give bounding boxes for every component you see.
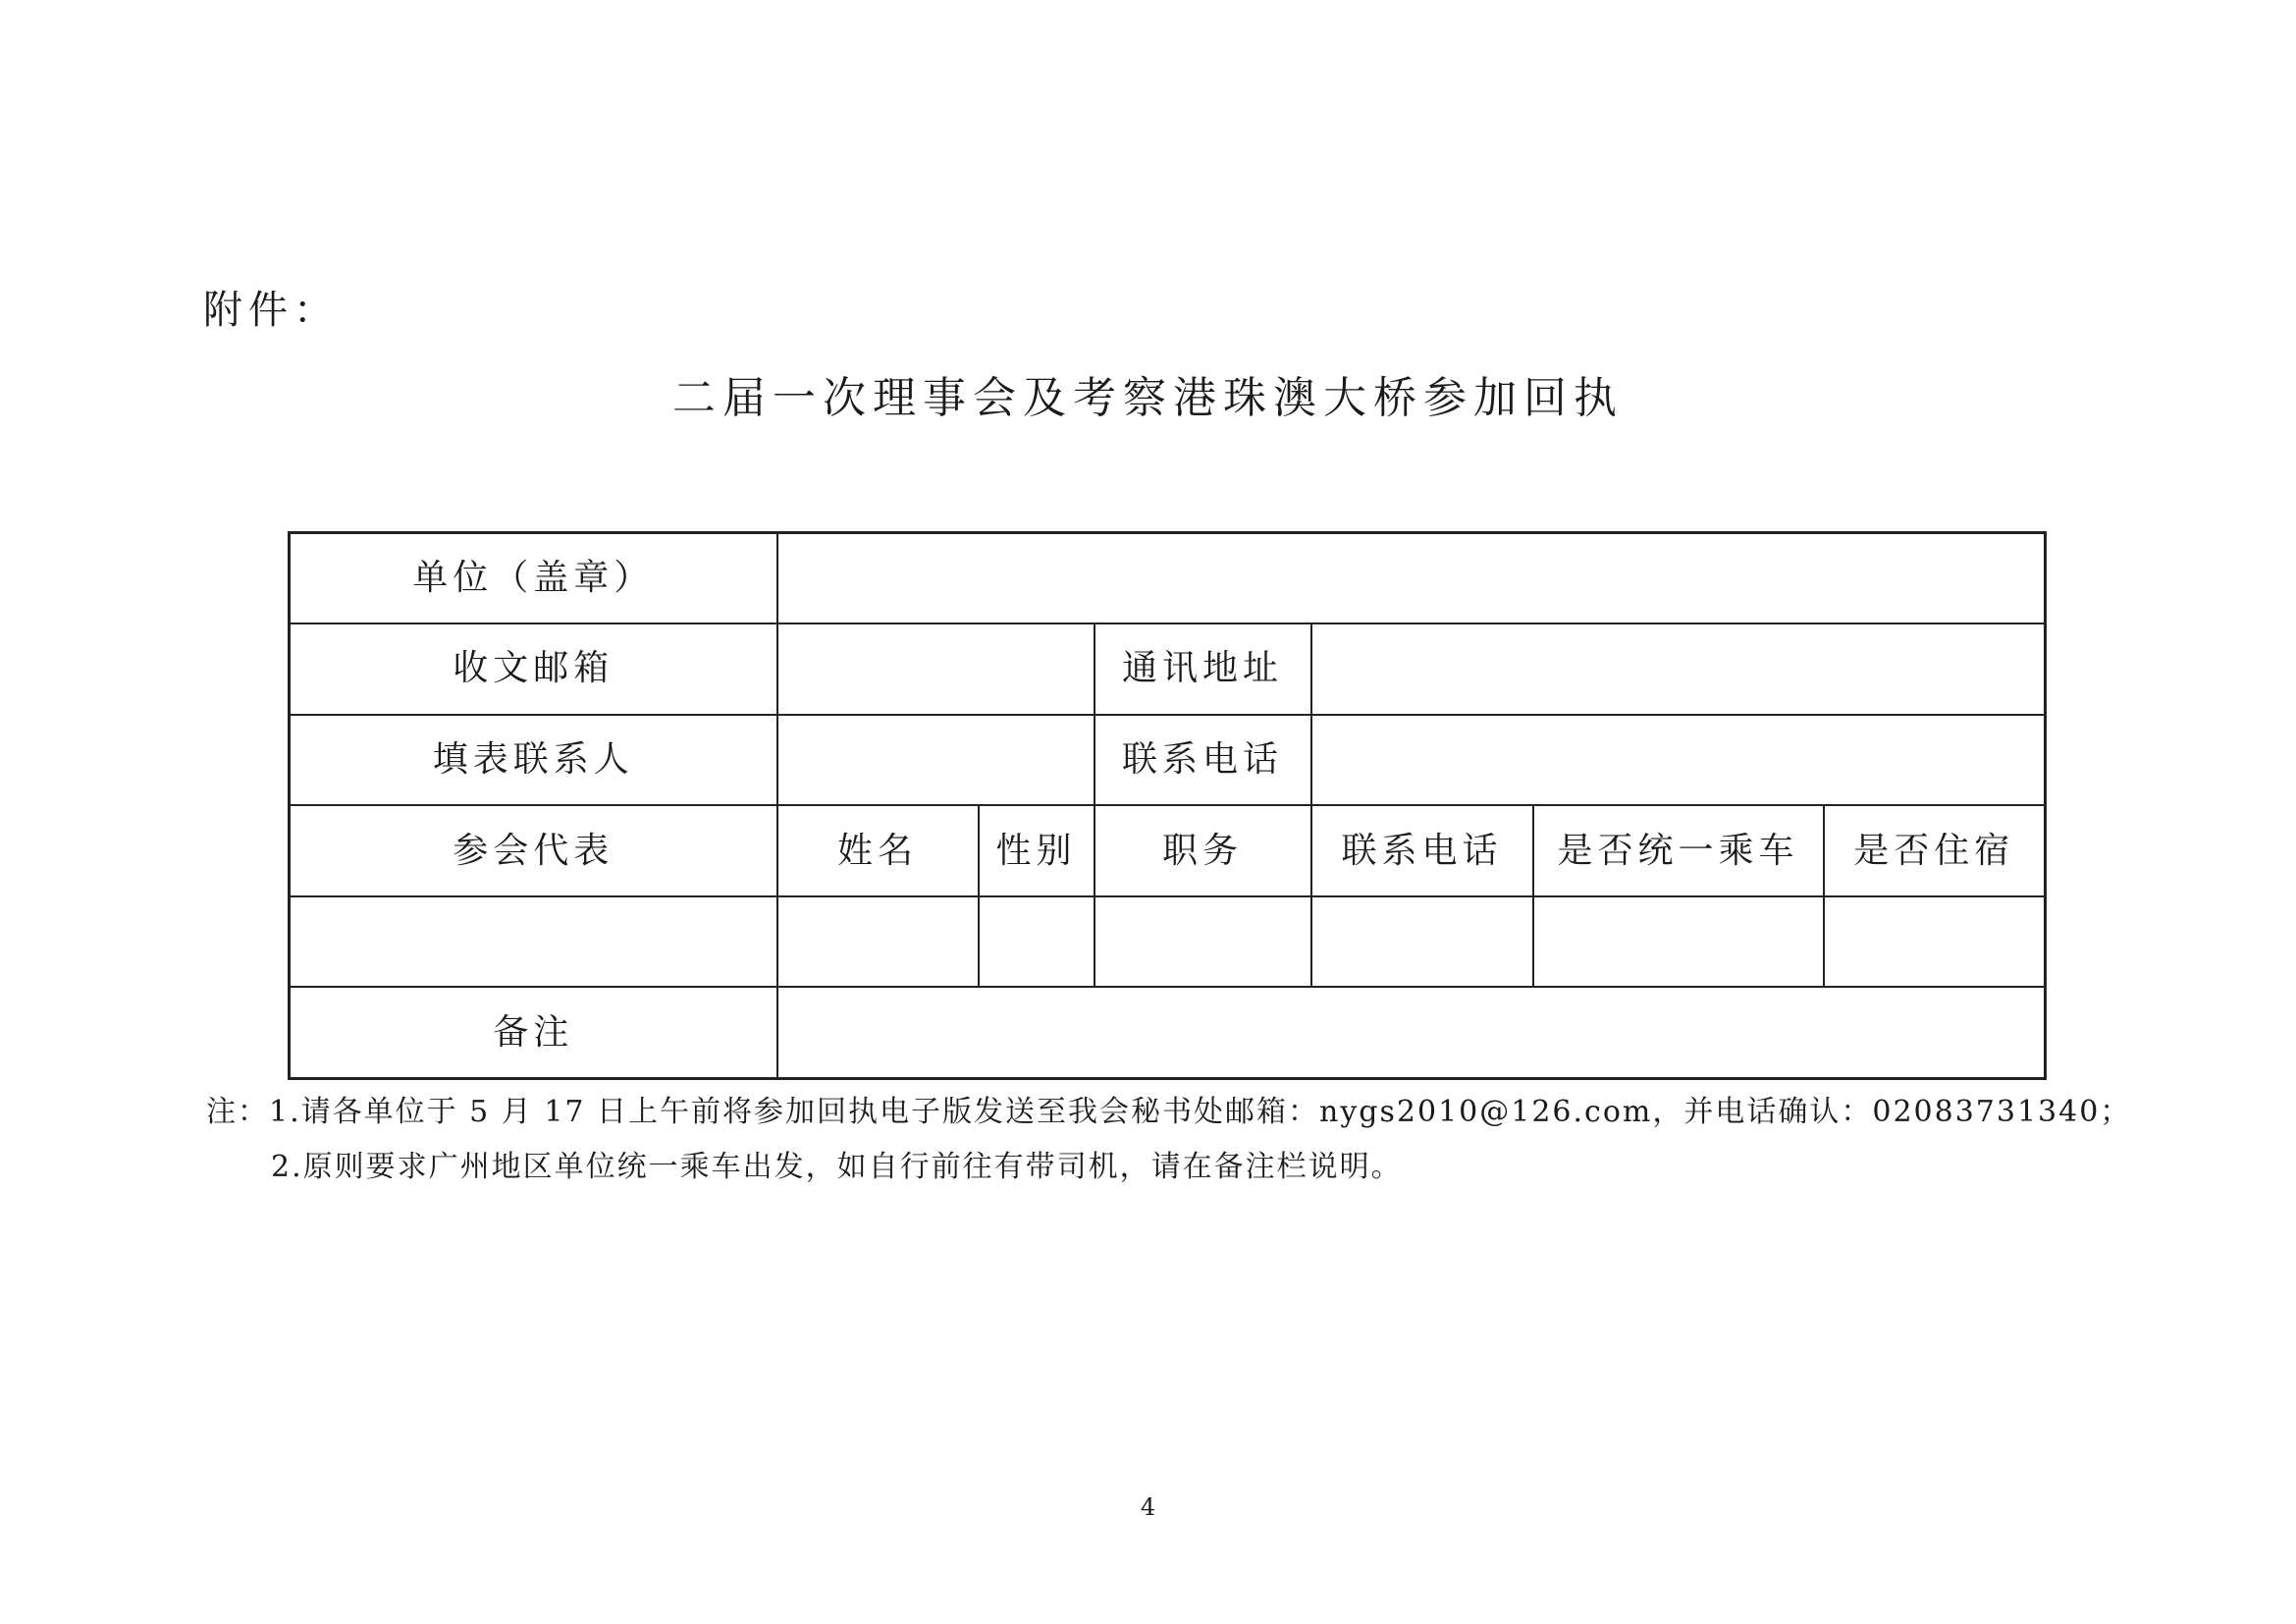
filler-field[interactable] <box>777 715 1095 806</box>
column-header-position: 职务 <box>1095 805 1311 896</box>
representative-entry-row <box>290 896 2046 988</box>
address-field[interactable] <box>1311 623 2046 715</box>
remarks-field[interactable] <box>777 987 2046 1078</box>
receipt-form-table <box>288 531 2047 1080</box>
position-field[interactable] <box>1095 896 1311 988</box>
note-line-2: 2.原则要求广州地区单位统一乘车出发，如自行前往有带司机，请在备注栏说明。 <box>271 1150 1403 1184</box>
column-header-lodging: 是否住宿 <box>1824 805 2046 896</box>
page-number: 4 <box>1140 1493 1156 1521</box>
email-row <box>290 623 2046 715</box>
note-line-1 <box>206 1095 2132 1129</box>
name-field[interactable] <box>777 896 979 988</box>
representative-header-row <box>290 805 2046 896</box>
email-field[interactable] <box>777 623 1095 715</box>
notes-section <box>206 1095 2132 1184</box>
column-header-phone: 联系电话 <box>1311 805 1533 896</box>
filler-row <box>290 715 2046 806</box>
document-title: 二届一次理事会及考察港珠澳大桥参加回执 <box>672 373 1624 423</box>
remarks-label: 备注 <box>290 987 777 1078</box>
email-label: 收文邮箱 <box>290 623 777 715</box>
representative-phone-field[interactable] <box>1311 896 1533 988</box>
notes-prefix: 注： <box>206 1095 269 1129</box>
shuttle-field[interactable] <box>1533 896 1824 988</box>
representative-label: 参会代表 <box>290 805 777 896</box>
lodging-field[interactable] <box>1824 896 2046 988</box>
phone-label: 联系电话 <box>1095 715 1311 806</box>
column-header-name: 姓名 <box>777 805 979 896</box>
representative-entry-label-cell <box>290 896 777 988</box>
note-1-text: 1.请各单位于 5 月 17 日上午前将参加回执电子版发送至我会秘书处邮箱：nygs2010@126.com，并电话确认：02083731340； <box>269 1095 2132 1129</box>
column-header-shuttle: 是否统一乘车 <box>1533 805 1824 896</box>
phone-field[interactable] <box>1311 715 2046 806</box>
attachment-label: 附件： <box>203 288 339 333</box>
filler-label: 填表联系人 <box>290 715 777 806</box>
column-header-gender: 性别 <box>979 805 1095 896</box>
remarks-row <box>290 987 2046 1078</box>
unit-label: 单位（盖章） <box>290 533 777 624</box>
address-label: 通讯地址 <box>1095 623 1311 715</box>
gender-field[interactable] <box>979 896 1095 988</box>
unit-row <box>290 533 2046 624</box>
unit-field[interactable] <box>777 533 2046 624</box>
